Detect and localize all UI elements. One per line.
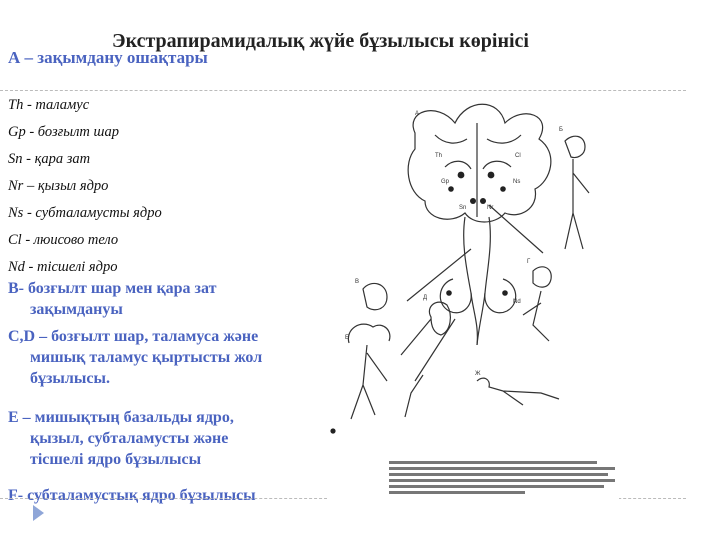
lesion-marker-3 (470, 198, 476, 204)
legend-thalamus: Th - таламус (8, 97, 90, 113)
lesion-marker-1 (458, 172, 465, 179)
caption-line (389, 491, 525, 494)
legend-dentate-nucleus: Nd - тісшелі ядро (8, 259, 118, 275)
extrapyramidal-lesion-illustration (327, 93, 619, 505)
group-f-line-1: F- субталамустық ядро бұзылысы (8, 487, 256, 504)
fig-label-gp: Gp (441, 179, 450, 185)
fig-panel-label-d: Д (423, 295, 428, 301)
fig-panel-label-v: В (355, 279, 360, 285)
bullet-arrow-icon (33, 505, 44, 521)
divider-line (0, 90, 686, 91)
group-cd-line-3: бұзылысы. (30, 370, 110, 387)
group-e (8, 407, 326, 470)
caption-line (389, 461, 597, 464)
fig-label-ns: Ns (513, 179, 521, 185)
caption-line (389, 485, 604, 488)
legend-subthalamic-nucleus: Ns - субталамусты ядро (8, 205, 162, 221)
fig-label-cl: Cl (515, 153, 521, 159)
legend-substantia-nigra: Sn - қара зат (8, 151, 91, 167)
group-cd-line-1: С,D – бозғылт шар, таламуса және (8, 328, 259, 345)
lesion-marker-2 (488, 172, 495, 179)
group-e-line-2: қызыл, субталамусты және (30, 430, 229, 447)
group-b-line-2: зақымдануы (30, 301, 123, 318)
group-cd-line-2: мишық таламус қыртысты жол (30, 349, 263, 366)
brain-section-diagram (327, 93, 619, 505)
legend-red-nucleus: Nr – қызыл ядро (8, 178, 109, 194)
lesion-marker-6 (500, 186, 506, 192)
slide-title: Экстрапирамидалық жүйе бұзылысы көрінісі (112, 30, 529, 52)
figure-caption-block (389, 461, 615, 503)
legend-luys-body: Cl - люисово тело (8, 232, 119, 248)
caption-line (389, 467, 615, 470)
caption-line (389, 479, 615, 482)
fig-panel-label-a: А (415, 111, 420, 117)
group-e-line-1: Е – мишықтың базальды ядро, (8, 409, 234, 426)
legend-globus-pallidus: Gp - бозғылт шар (8, 124, 119, 140)
fig-label-sn: Sn (459, 205, 467, 211)
lesion-marker-5 (448, 186, 454, 192)
group-f (8, 485, 326, 506)
caption-line (389, 473, 608, 476)
figure-bullet-marker (330, 428, 335, 433)
group-e-line-3: тісшелі ядро бұзылысы (30, 451, 202, 468)
lesion-marker-8 (502, 290, 508, 296)
lesion-marker-4 (480, 198, 486, 204)
fig-panel-label-e: Е (345, 335, 350, 341)
fig-label-nd: Nd (513, 299, 521, 305)
fig-panel-label-zh: Ж (475, 371, 481, 377)
fig-label-nr: Nr (487, 205, 494, 211)
fig-panel-label-g: Г (527, 259, 531, 265)
group-b (8, 278, 326, 320)
group-b-line-1: В- бозғылт шар мен қара зат (8, 280, 217, 297)
group-cd (8, 326, 326, 389)
fig-panel-label-b: Б (559, 127, 563, 133)
subtitle-lesion-foci: А – зақымдану ошақтары (8, 48, 208, 67)
fig-label-th: Th (435, 153, 443, 159)
lesion-marker-7 (446, 290, 452, 296)
